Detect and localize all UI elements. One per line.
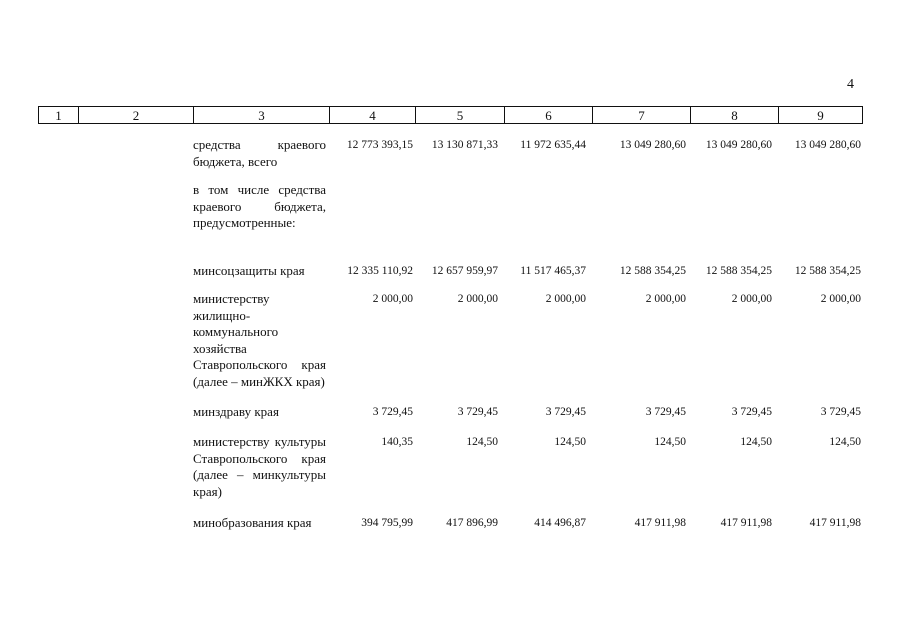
cell-col-6: 414 496,87 [534,517,586,529]
cell-col-9: 2 000,00 [820,293,861,305]
cell-col-6: 11 517 465,37 [520,265,586,277]
cell-col-4: 140,35 [381,436,413,448]
cell-col-5: 124,50 [466,436,498,448]
row-label: минздраву края [193,404,279,419]
cell-col-9: 13 049 280,60 [794,139,861,151]
cell-col-8: 12 588 354,25 [705,265,772,277]
cell-col-6: 11 972 635,44 [520,139,586,151]
cell-col-7: 417 911,98 [634,517,686,529]
row-label: средства краевого бюджета, всего [193,137,326,169]
header-col-8: 8 [691,107,779,124]
header-col-2: 2 [79,107,194,124]
header-col-5: 5 [416,107,505,124]
cell-col-4: 2 000,00 [372,293,413,305]
row-label: министерству жилищно-коммунального хозяйства Ставропольского края (далее – минЖКХ края) [193,291,326,389]
cell-col-4: 12 773 393,15 [346,139,413,151]
page-number: 4 [847,77,854,92]
cell-col-7: 2 000,00 [645,293,686,305]
cell-col-9: 12 588 354,25 [794,265,861,277]
cell-col-9: 417 911,98 [809,517,861,529]
cell-col-5: 417 896,99 [446,517,498,529]
cell-col-8: 124,50 [740,436,772,448]
cell-col-8: 2 000,00 [731,293,772,305]
cell-col-8: 13 049 280,60 [705,139,772,151]
header-col-3: 3 [194,107,330,124]
cell-col-4: 12 335 110,92 [347,265,413,277]
row-label: минобразования края [193,515,312,530]
cell-col-9: 124,50 [829,436,861,448]
cell-col-8: 3 729,45 [731,406,772,418]
header-col-4: 4 [330,107,416,124]
cell-col-5: 3 729,45 [457,406,498,418]
header-col-6: 6 [505,107,593,124]
cell-col-5: 13 130 871,33 [431,139,498,151]
cell-col-6: 2 000,00 [545,293,586,305]
cell-col-7: 12 588 354,25 [619,265,686,277]
cell-col-7: 124,50 [654,436,686,448]
cell-col-7: 13 049 280,60 [619,139,686,151]
cell-col-5: 2 000,00 [457,293,498,305]
cell-col-6: 3 729,45 [545,406,586,418]
header-col-7: 7 [593,107,691,124]
cell-col-4: 394 795,99 [361,517,413,529]
cell-col-6: 124,50 [554,436,586,448]
cell-col-5: 12 657 959,97 [431,265,498,277]
cell-col-7: 3 729,45 [645,406,686,418]
row-label: министерству культуры Ставропольского края (далее – минкультуры края) [193,434,326,499]
cell-col-9: 3 729,45 [820,406,861,418]
table-header [38,106,863,124]
header-col-1: 1 [39,107,79,124]
cell-col-8: 417 911,98 [720,517,772,529]
cell-col-4: 3 729,45 [372,406,413,418]
row-label: в том числе средства краевого бюджета, предусмотренные: [193,182,326,230]
row-label: минсоцзащиты края [193,263,305,278]
header-col-9: 9 [779,107,863,124]
